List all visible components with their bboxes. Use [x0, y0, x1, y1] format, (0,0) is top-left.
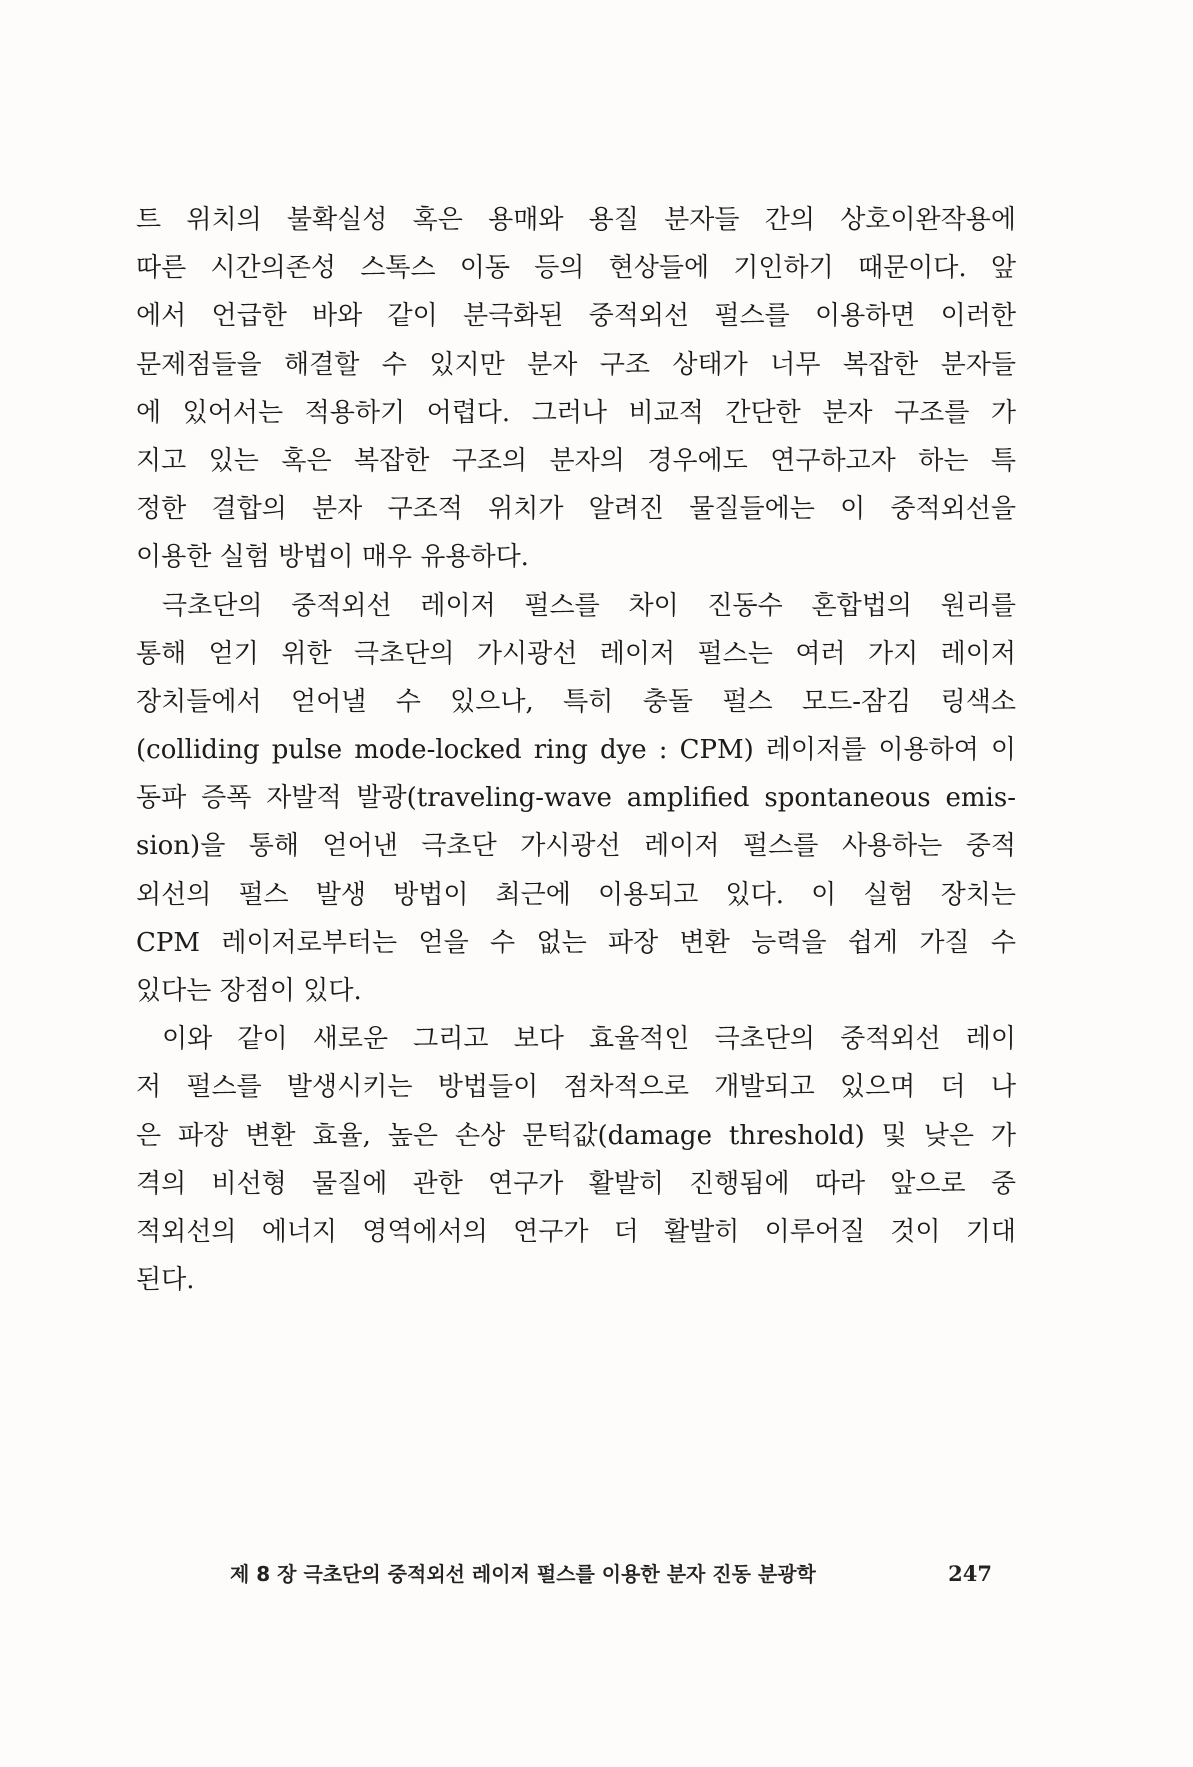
text-line: 격의 비선형 물질에 관한 연구가 활발히 진행됨에 따라 앞으로 중 [136, 1168, 1016, 1199]
text-line: 장치들에서 얻어낼 수 있으나, 특히 충돌 펄스 모드-잠김 링색소 [136, 686, 1016, 717]
text-line: (colliding pulse mode-locked ring dye : CPM) 레이저를 이용하여 이 [136, 735, 1016, 766]
text-line: sion)을 통해 얻어낸 극초단 가시광선 레이저 펄스를 사용하는 중적 [136, 831, 1016, 862]
text-line: 지고 있는 혹은 복잡한 구조의 분자의 경우에도 연구하고자 하는 특 [136, 445, 1016, 476]
text-line: 극초단의 중적외선 레이저 펄스를 차이 진동수 혼합법의 원리를 [162, 590, 1016, 621]
text-line: 정한 결합의 분자 구조적 위치가 알려진 물질들에는 이 중적외선을 [136, 494, 1016, 525]
text-line: 이와 같이 새로운 그리고 보다 효율적인 극초단의 중적외선 레이 [162, 1024, 1016, 1055]
text-line: 외선의 펄스 발생 방법이 최근에 이용되고 있다. 이 실험 장치는 [136, 879, 1016, 910]
text-line: 에 있어서는 적용하기 어렵다. 그러나 비교적 간단한 분자 구조를 가 [136, 397, 1016, 428]
running-footer-chapter-title: 제 8 장 극초단의 중적외선 레이저 펄스를 이용한 분자 진동 분광학 [230, 1562, 816, 1586]
text-line: 에서 언급한 바와 같이 분극화된 중적외선 펄스를 이용하면 이러한 [136, 301, 1016, 332]
text-line: 문제점들을 해결할 수 있지만 분자 구조 상태가 너무 복잡한 분자들 [136, 349, 1016, 380]
text-line: 트 위치의 불확실성 혹은 용매와 용질 분자들 간의 상호이완작용에 [136, 205, 1016, 235]
text-line: CPM 레이저로부터는 얻을 수 없는 파장 변환 능력을 쉽게 가질 수 [136, 927, 1016, 958]
page-footer [230, 1558, 992, 1587]
page-number: 247 [948, 1561, 992, 1586]
text-line: 통해 얻기 위한 극초단의 가시광선 레이저 펄스는 여러 가지 레이저 [136, 638, 1016, 669]
text-line: 적외선의 에너지 영역에서의 연구가 더 활발히 이루어질 것이 기대 [136, 1216, 1016, 1247]
text-line: 저 펄스를 발생시키는 방법들이 점차적으로 개발되고 있으며 더 나 [136, 1072, 1016, 1103]
text-line: 은 파장 변환 효율, 높은 손상 문턱값(damage threshold) 및 낮은 가 [136, 1120, 1016, 1151]
text-line: 이용한 실험 방법이 매우 유용하다. [136, 542, 529, 573]
text-line: 있다는 장점이 있다. [136, 976, 362, 1006]
text-line: 따른 시간의존성 스톡스 이동 등의 현상들에 기인하기 때문이다. 앞 [136, 253, 1016, 284]
body-text [136, 196, 1016, 1304]
text-line: 동파 증폭 자발적 발광(traveling-wave amplified spontaneous emis- [136, 783, 1016, 814]
text-line: 된다. [136, 1265, 195, 1296]
